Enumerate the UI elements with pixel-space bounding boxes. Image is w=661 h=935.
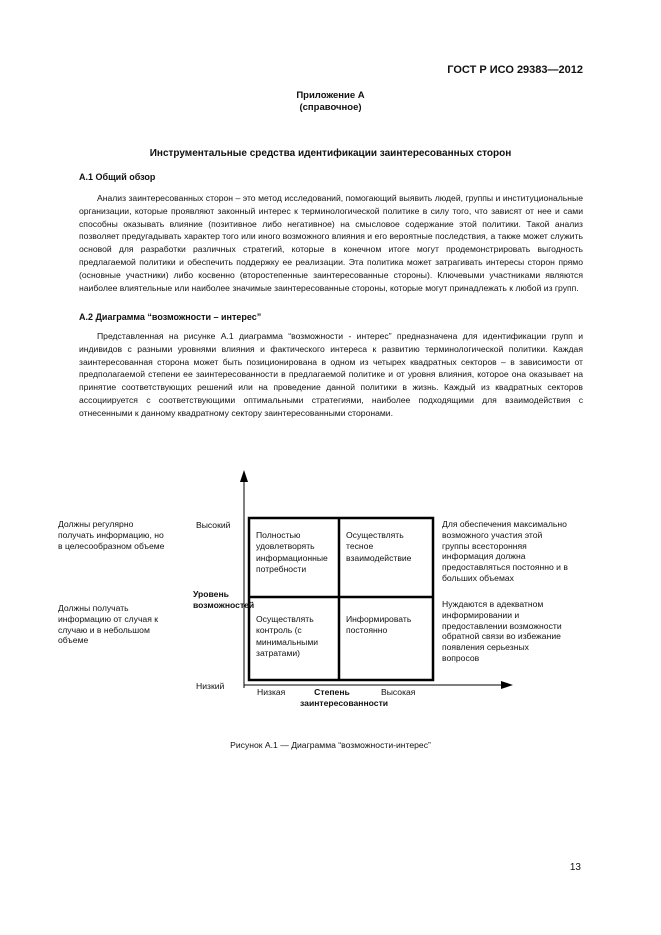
y-axis-arrow — [240, 470, 248, 482]
section-paragraph-a1: Анализ заинтересованных сторон – это метод исследований, помогающий выявить людей, группы и институциональные организации, которые проявляют законный интерес к терминологической политике в силу того, что зависят от нее и сами способны оказывать влияние (позитивное либо негативное) на смысловое содержание этой политики. Такой анализ позволяет предугадывать характер того или иного возможного влияния и его вероятные последствия, а также может служить основой для разработки различных стратегий, которые в конечном итоге могут продемонстрировать выгодность предлагаемой политики и обеспечить поддержку ее реализации. Эта политика может затрагивать интересы сторон прямо (основные участники) либо косвенно (второстепенные заинтересованные стороны). Ключевыми участниками являются наиболее влиятельные или наиболее значимые заинтересованные стороны, которые могут принадлежать к любой из групп. — [79, 193, 583, 293]
left-note-top: Должны регулярно получать информацию, но в целесообразном объеме — [58, 519, 165, 551]
page-number: 13 — [569, 862, 581, 873]
y-axis-high-label: Высокий — [196, 520, 231, 530]
annex-type: (справочное) — [299, 102, 362, 113]
section-paragraph-a2: Представленная на рисунке А.1 диаграмма “возможности - интерес” предназначена для идентификации групп и индивидов с разными уровнями влияния и фактического интереса к развитию терминологической политики. Каждая заинтересованная сторона может быть позиционирована в одном из четырех квадратных секторов – в зависимости от предполагаемой степени ее заинтересованности в предлагаемой политике и от уровня влияния, которое она оказывает на принятие соответствующих решений или на проведение данной политики в жизнь. Каждый из квадратных секторов ассоциируется с соответствующими оптимальными стратегиями, наиболее подходящими для взаимодействия с отнесенными к данному квадратному сектору заинтересованными сторонами. — [79, 331, 583, 418]
y-axis-title: Уровень возможностей — [193, 589, 255, 611]
main-heading: Инструментальные средства идентификации заинтересованных сторон — [149, 148, 512, 159]
quadrant-top-left: Полностью удовлетворять информационные потребности — [256, 530, 328, 575]
x-axis-high-label: Высокая — [381, 687, 416, 697]
quadrant-bottom-right: Информировать постоянно — [346, 614, 412, 636]
section-heading-a2: А.2 Диаграмма “возможности – интерес” — [79, 312, 262, 322]
right-note-top: Для обеспечения максимально возможного участия этой группы всесторонняя информация должна предоставляться постоянно и в больших объемах — [442, 519, 568, 583]
right-note-bottom: Нуждаются в адекватном информировании и предоставлении возможности обратной связи во избежание появления серьезных вопросов — [442, 599, 562, 663]
quadrant-top-right: Осуществлять тесное взаимодействие — [346, 530, 412, 563]
left-note-bottom: Должны получать информацию от случая к случаю и в небольшом объеме — [58, 603, 158, 646]
quadrant-bottom-left: Осуществлять контроль (с минимальными затратами) — [256, 614, 319, 659]
standard-designation: ГОСТ Р ИСО 29383—2012 — [447, 64, 583, 76]
annex-title: Приложение А — [296, 90, 365, 101]
figure-caption: Рисунок А.1 — Диаграмма “возможности-интерес” — [230, 740, 431, 750]
y-axis-low-label: Низкий — [196, 681, 225, 691]
x-axis-arrow — [501, 681, 513, 689]
x-axis-title: Степень заинтересованности — [300, 687, 389, 709]
section-heading-a1: А.1 Общий обзор — [79, 172, 156, 182]
x-axis-low-label: Низкая — [257, 687, 286, 697]
